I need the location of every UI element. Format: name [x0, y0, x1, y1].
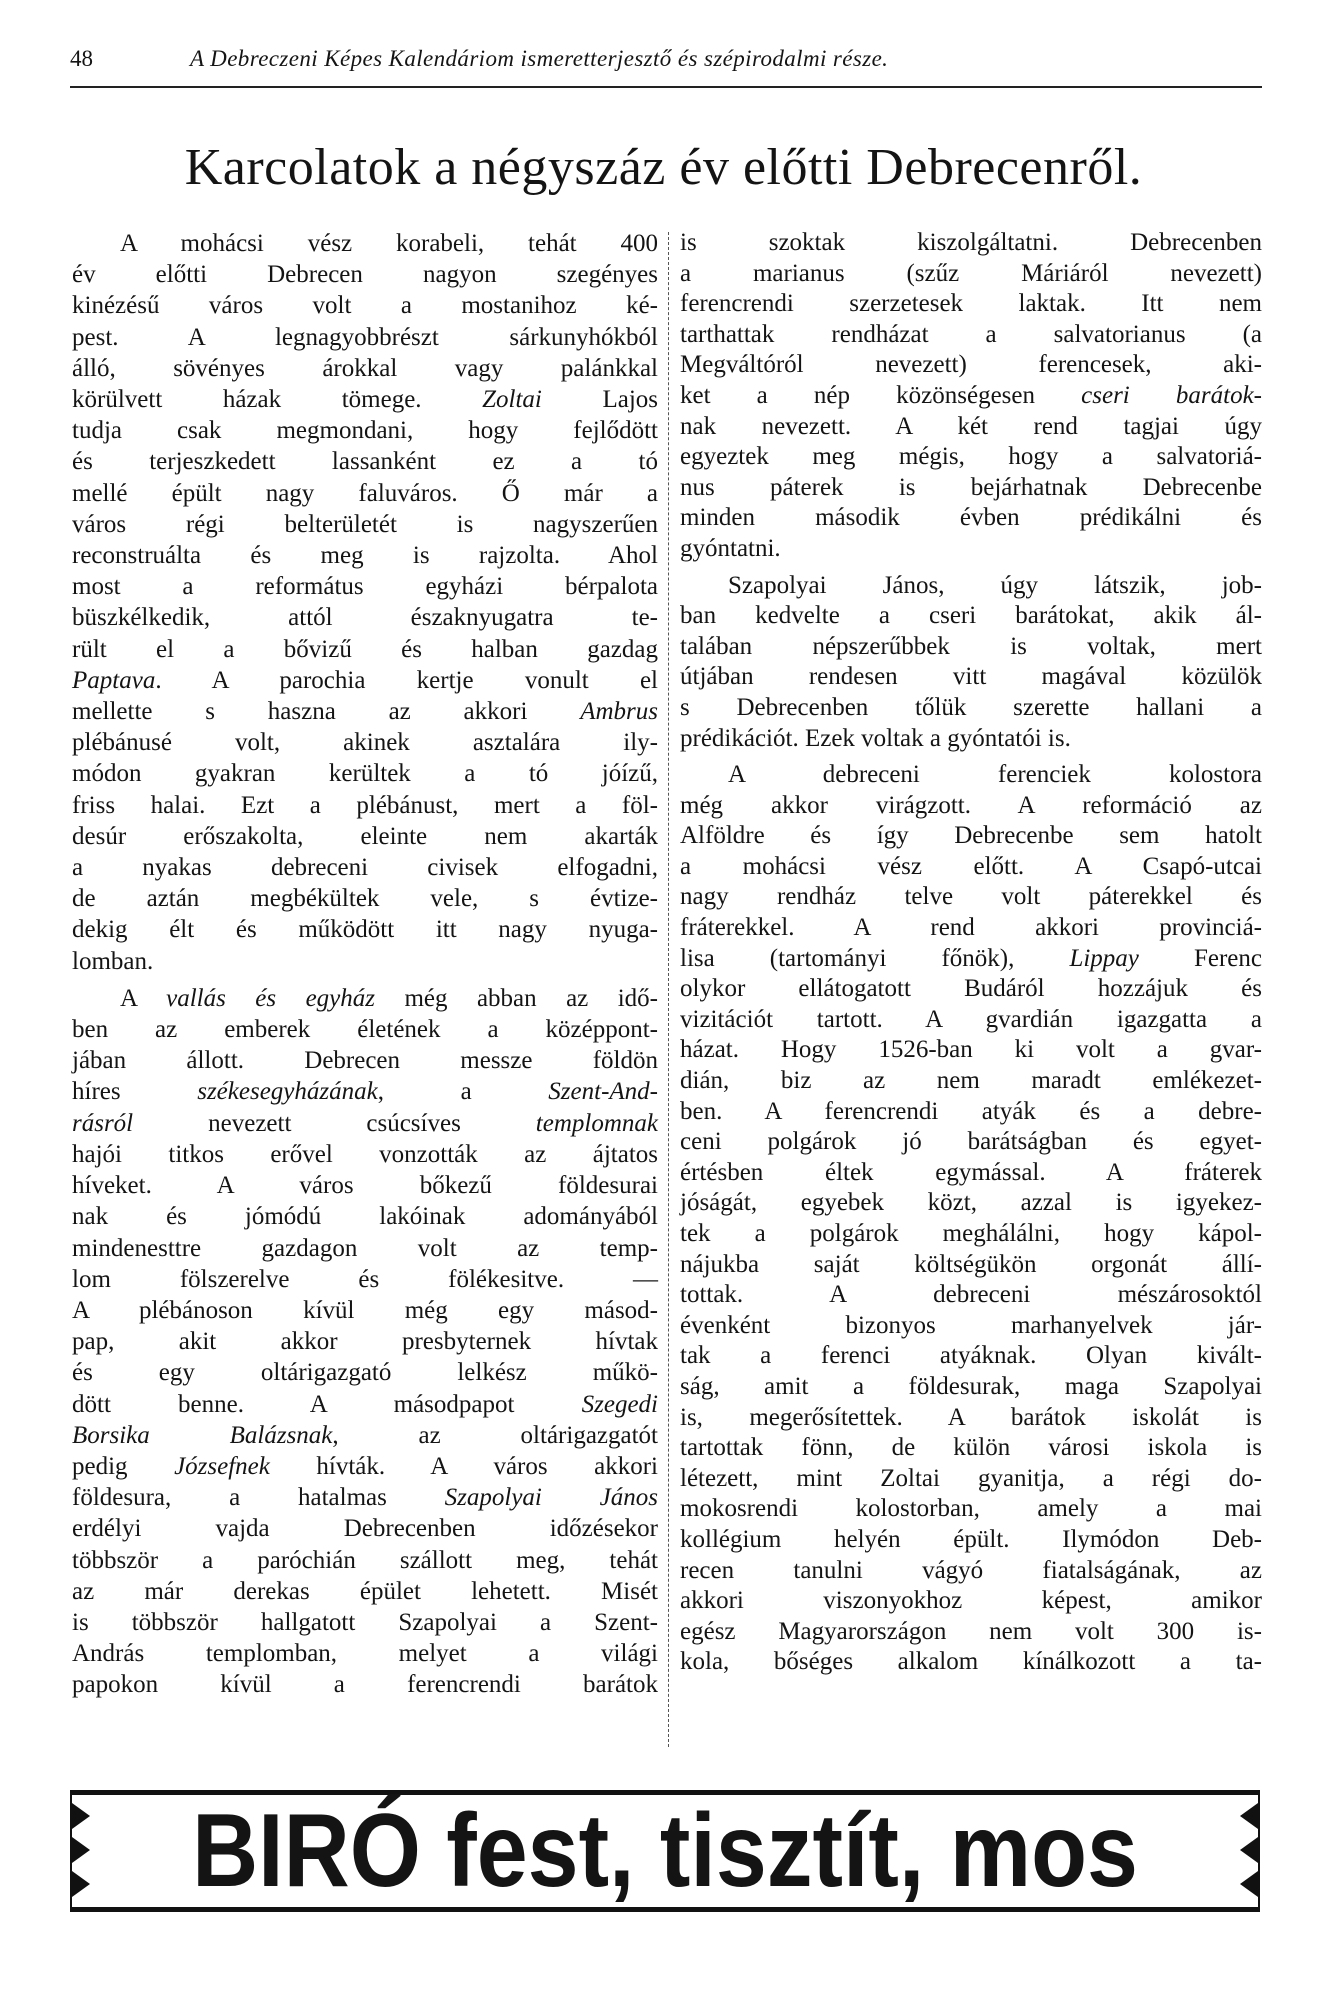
text-line: [72, 852, 658, 883]
text-line: [680, 944, 1262, 975]
text-line: [72, 758, 658, 789]
text: . A parochia kertje vonult el: [155, 666, 658, 694]
italic-text: Zoltai: [482, 386, 542, 414]
text-line: [680, 693, 1262, 724]
text: A debreceni ferenciek kolostora: [728, 761, 1262, 789]
paragraph: [680, 571, 1262, 755]
text-line: [72, 1014, 658, 1045]
text: tak a ferenci atyáknak. Olyan kivált-: [680, 1342, 1262, 1370]
text: év előtti Debrecen nagyon szegényes: [72, 261, 658, 289]
advertisement-text: BIRÓ fest, tisztít, mos: [192, 1793, 1138, 1909]
text-line: [680, 1525, 1262, 1556]
text: híveket. A város bőkezű földesurai: [72, 1172, 658, 1200]
text-line: [680, 1403, 1262, 1434]
text-line: [680, 1280, 1262, 1311]
text-line: [72, 446, 658, 477]
text: pedig: [72, 1452, 175, 1480]
text: ban kedvelte a cseri barátokat, akik ál-: [680, 602, 1262, 630]
text-line: [680, 1372, 1262, 1403]
text: dián, biz az nem maradt emlékezet-: [680, 1067, 1262, 1095]
italic-text: Borsika Balázsnak: [72, 1421, 333, 1449]
text-line: [72, 696, 658, 727]
text-line: [680, 1219, 1262, 1250]
text-line: [72, 1638, 658, 1669]
left-column: [72, 228, 658, 1707]
text: rült el a bővizű és halban gazdag: [72, 635, 658, 663]
text: de aztán megbékültek vele, s évtize-: [72, 885, 658, 913]
text-line: [680, 632, 1262, 663]
text: dött benne. A másodpapot: [72, 1390, 582, 1418]
text: egyeztek meg mégis, hogy a salvatoriá-: [680, 443, 1262, 471]
text-line: [680, 1433, 1262, 1464]
text-line: [680, 1617, 1262, 1648]
triangle-ornament-icon: [72, 1803, 90, 1829]
text: lom fölszerelve és fölékesitve. —: [72, 1265, 658, 1293]
column-divider: [668, 232, 669, 1747]
text-line: [680, 1005, 1262, 1036]
text-line: [72, 322, 658, 353]
text: is, megerősítettek. A barátok iskolát is: [680, 1403, 1262, 1431]
text: kollégium helyén épült. Ilymódon Deb-: [680, 1525, 1262, 1553]
text-line: [680, 1097, 1262, 1128]
text: dekig élt és működött itt nagy nyuga-: [72, 916, 658, 944]
text-line: [680, 289, 1262, 320]
text: András templomban, melyet a világi: [72, 1640, 658, 1668]
text-line: [680, 1066, 1262, 1097]
text: álló, sövényes árokkal vagy palánkkal: [72, 354, 658, 382]
text-line: [680, 320, 1262, 351]
text: még akkor virágzott. A reformáció az: [680, 791, 1262, 819]
text-line: [680, 381, 1262, 412]
text-line: [680, 503, 1262, 534]
text: hívták. A város akkori: [269, 1452, 658, 1480]
text: tarthattak rendházat a salvatorianus (a: [680, 320, 1262, 348]
text-line: [680, 1647, 1262, 1678]
text: Ferenc: [1138, 944, 1262, 972]
italic-text: cseri barátok-: [1081, 381, 1262, 409]
text: jóságát, egyebek közt, azzal is igyekez-: [680, 1189, 1262, 1217]
text: A plébánoson kívül még egy másod-: [72, 1296, 658, 1324]
text: tudja csak megmondani, hogy fejlődött: [72, 417, 658, 445]
text: recen tanulni vágyó fiatalságának, az: [680, 1556, 1262, 1584]
text-line: [72, 571, 658, 602]
text-line: [680, 913, 1262, 944]
italic-text: Józsefnek: [174, 1452, 270, 1480]
text: olykor ellátogatott Budáról hozzájuk és: [680, 975, 1262, 1003]
text: plébánusé volt, akinek asztalára ily-: [72, 729, 658, 757]
text-line: [72, 1264, 658, 1295]
italic-text: Szapolyai János: [444, 1484, 659, 1512]
paragraph: [72, 228, 658, 977]
header-rule: [70, 86, 1262, 88]
text-line: [680, 259, 1262, 290]
text-line: [72, 1451, 658, 1482]
text-line: [72, 1045, 658, 1076]
text: ferencrendi szerzetesek laktak. Itt nem: [680, 290, 1262, 318]
text: , az oltárigazgatót: [332, 1421, 658, 1449]
text-line: [72, 1139, 658, 1170]
text-line: [72, 228, 658, 259]
text: ság, amit a földesurak, maga Szapolyai: [680, 1372, 1262, 1400]
text: és egy oltárigazgató lelkész műkö-: [72, 1359, 658, 1387]
italic-text: Szegedi: [581, 1390, 658, 1418]
text-line: [72, 384, 658, 415]
text: nak és jómódú lakóinak adományából: [72, 1203, 658, 1231]
text-line: [72, 353, 658, 384]
text: desúr erőszakolta, eleinte nem akarták: [72, 822, 658, 850]
text-line: [680, 601, 1262, 632]
text: Megváltóról nevezett) ferencesek, aki-: [680, 351, 1262, 379]
text-line: [680, 1035, 1262, 1066]
italic-text: Ambrus: [580, 698, 658, 726]
right-column: [680, 228, 1262, 1684]
text-line: [680, 882, 1262, 913]
text: Alföldre és így Debrecenbe sem hatolt: [680, 822, 1262, 850]
text: papokon kívül a ferencrendi barátok: [72, 1671, 658, 1699]
text-line: [72, 1513, 658, 1544]
italic-text: székesegyházának: [197, 1078, 378, 1106]
text: prédikációt. Ezek voltak a gyóntatói is.: [680, 724, 1071, 752]
text-line: [72, 1669, 658, 1700]
text: fráterekkel. A rend akkori provinciá-: [680, 914, 1262, 942]
text: A: [120, 984, 167, 1012]
text-line: [680, 724, 1262, 755]
text-line: [680, 228, 1262, 259]
text: ket a nép közönségesen: [680, 381, 1082, 409]
text-line: [680, 791, 1262, 822]
text: földesura, a hatalmas: [72, 1484, 445, 1512]
text-line: [72, 1357, 658, 1388]
running-head: [70, 40, 1261, 80]
text: nájukba saját költségükön orgonát állí-: [680, 1250, 1262, 1278]
text: friss halai. Ezt a plébánust, mert a föl-: [72, 791, 658, 819]
text-line: [72, 259, 658, 290]
text-line: [680, 1127, 1262, 1158]
italic-text: templomnak: [535, 1109, 658, 1137]
text-line: [680, 662, 1262, 693]
text-line: [680, 473, 1262, 504]
text-line: [72, 1607, 658, 1638]
text-line: [72, 509, 658, 540]
text-line: [680, 1188, 1262, 1219]
triangle-ornament-icon: [1240, 1803, 1258, 1829]
text: most a református egyházi bérpalota: [72, 573, 658, 601]
text-line: [72, 634, 658, 665]
advertisement-box: [70, 1790, 1260, 1912]
text-line: [72, 983, 658, 1014]
text: nevezett csúcsíves: [133, 1109, 536, 1137]
text-line: [680, 534, 1262, 565]
text: is többször hallgatott Szapolyai a Szent-: [72, 1608, 658, 1636]
text: pap, akit akkor presbyternek hívtak: [72, 1328, 658, 1356]
text: kinézésű város volt a mostanihoz ké-: [72, 292, 658, 320]
text: tartottak fönn, de külön városi iskola is: [680, 1434, 1262, 1462]
text-line: [680, 571, 1262, 602]
text: körülvett házak tömege.: [72, 386, 483, 414]
text: talában népszerűbbek is voltak, mert: [680, 632, 1262, 660]
paragraph: [680, 760, 1262, 1678]
triangle-ornament-icon: [1240, 1871, 1258, 1897]
text-line: [72, 1233, 658, 1264]
text: , a: [377, 1078, 549, 1106]
text: értésben éltek egymással. A fráterek: [680, 1158, 1262, 1186]
text: gyóntatni.: [680, 534, 781, 562]
text-line: [72, 665, 658, 696]
text: mokosrendi kolostorban, amely a mai: [680, 1495, 1262, 1523]
text-line: [72, 883, 658, 914]
text: nus páterek is bejárhatnak Debrecenbe: [680, 473, 1262, 501]
italic-text: Paptava: [72, 666, 156, 694]
italic-text: Lippay: [1069, 944, 1139, 972]
text: s Debrecenben tőlük szerette hallani a: [680, 693, 1262, 721]
text-line: [72, 1170, 658, 1201]
text-line: [72, 727, 658, 758]
text-line: [72, 1326, 658, 1357]
text: a nyakas debreceni civisek elfogadni,: [72, 854, 658, 882]
text: házat. Hogy 1526-ban ki volt a gvar-: [680, 1036, 1262, 1064]
text-line: [72, 1295, 658, 1326]
text: mellette s haszna az akkori: [72, 698, 581, 726]
text-line: [72, 1545, 658, 1576]
text-line: [72, 821, 658, 852]
text-line: [72, 1076, 658, 1107]
text-line: [72, 540, 658, 571]
text: Lajos: [541, 386, 658, 414]
text: a mohácsi vész előtt. A Csapó-utcai: [680, 852, 1262, 880]
article-title: Karcolatok a négyszáz év előtti Debrecenről.: [184, 139, 1143, 196]
text-line: [72, 1389, 658, 1420]
text-line: [72, 946, 658, 977]
page-number: 48: [70, 46, 93, 71]
triangle-ornament-icon: [72, 1871, 90, 1897]
paragraph: [680, 228, 1262, 565]
text-line: [72, 290, 658, 321]
text: A mohácsi vész korabeli, tehát 400: [120, 230, 658, 257]
text-line: [680, 760, 1262, 791]
text: pest. A legnagyobbrészt sárkunyhókból: [72, 323, 658, 351]
text: büszkélkedik, attól északnyugatra te-: [72, 604, 658, 632]
text: erdélyi vajda Debrecenben időzésekor: [72, 1515, 658, 1543]
text: módon gyakran kerültek a tó jóízű,: [72, 760, 658, 788]
text: lomban.: [72, 947, 154, 975]
text-line: [680, 442, 1262, 473]
text: híres: [72, 1078, 198, 1106]
text: évenként bizonyos marhanyelvek jár-: [680, 1311, 1262, 1339]
text: lisa (tartományi főnök),: [680, 944, 1070, 972]
text-line: [680, 1586, 1262, 1617]
triangle-ornament-icon: [1240, 1837, 1258, 1863]
text: város régi belterületét is nagyszerűen: [72, 510, 658, 538]
triangle-ornament-icon: [72, 1837, 90, 1863]
paragraph: [72, 983, 658, 1701]
text: tek a polgárok meghálálni, hogy kápol-: [680, 1220, 1262, 1247]
text: ben. A ferencrendi atyák és a debre-: [680, 1097, 1262, 1125]
text-line: [680, 974, 1262, 1005]
text-line: [680, 412, 1262, 443]
text: akkori viszonyokhoz képest, amikor: [680, 1587, 1262, 1615]
text-line: [680, 350, 1262, 381]
text-line: [72, 1576, 658, 1607]
text: is szoktak kiszolgáltatni. Debrecenben: [680, 229, 1262, 256]
text: az már derekas épület lehetett. Misét: [72, 1577, 658, 1605]
text: vizitációt tartott. A gvardián igazgatta a: [680, 1005, 1262, 1033]
text-line: [680, 1464, 1262, 1495]
text: mellé épült nagy faluváros. Ő már a: [72, 479, 658, 507]
text: a marianus (szűz Máriáról nevezett): [680, 259, 1262, 287]
text-line: [680, 852, 1262, 883]
italic-text: rásról: [72, 1109, 134, 1137]
text: Szapolyai János, úgy látszik, job-: [728, 571, 1262, 599]
text: tottak. A debreceni mészárosoktól: [680, 1281, 1262, 1309]
italic-text: vallás és egyház: [166, 984, 375, 1012]
text-line: [72, 1482, 658, 1513]
text: nagy rendház telve volt páterekkel és: [680, 883, 1262, 911]
text-line: [72, 790, 658, 821]
text: minden második évben prédikálni és: [680, 504, 1262, 532]
text: létezett, mint Zoltai gyanitja, a régi do-: [680, 1464, 1262, 1492]
text-line: [680, 1250, 1262, 1281]
text: mindenesttre gazdagon volt az temp-: [72, 1234, 658, 1262]
text: reconstruálta és meg is rajzolta. Ahol: [72, 542, 658, 570]
text-line: [72, 1420, 658, 1451]
text-line: [72, 478, 658, 509]
text: ben az emberek életének a középpont-: [72, 1016, 658, 1044]
text: még abban az idő-: [375, 984, 658, 1012]
text-line: [680, 1341, 1262, 1372]
text-line: [72, 415, 658, 446]
text-line: [680, 1494, 1262, 1525]
text: egész Magyarországon nem volt 300 is-: [680, 1617, 1262, 1645]
text: és terjeszkedett lassanként ez a tó: [72, 448, 658, 476]
italic-text: Szent-And-: [548, 1078, 658, 1106]
text: jában állott. Debrecen messze földön: [72, 1047, 658, 1075]
text: ceni polgárok jó barátságban és egyet-: [680, 1128, 1262, 1156]
text-line: [680, 1158, 1262, 1189]
text-line: [72, 602, 658, 633]
text-line: [680, 1311, 1262, 1342]
running-head-title: A Debreczeni Képes Kalendáriom ismeretterjesztő és szépirodalmi része.: [190, 46, 889, 71]
text: nak nevezett. A két rend tagjai úgy: [680, 412, 1262, 440]
text: hajói titkos erővel vonzották az ájtatos: [72, 1140, 658, 1168]
text: kola, bőséges alkalom kínálkozott a ta-: [680, 1648, 1262, 1676]
text-line: [72, 1108, 658, 1139]
text-line: [72, 914, 658, 945]
text-line: [680, 1556, 1262, 1587]
text-line: [680, 821, 1262, 852]
text-line: [72, 1201, 658, 1232]
text: többször a paróchián szállott meg, tehát: [72, 1546, 658, 1574]
text: útjában rendesen vitt magával közülök: [680, 663, 1262, 691]
